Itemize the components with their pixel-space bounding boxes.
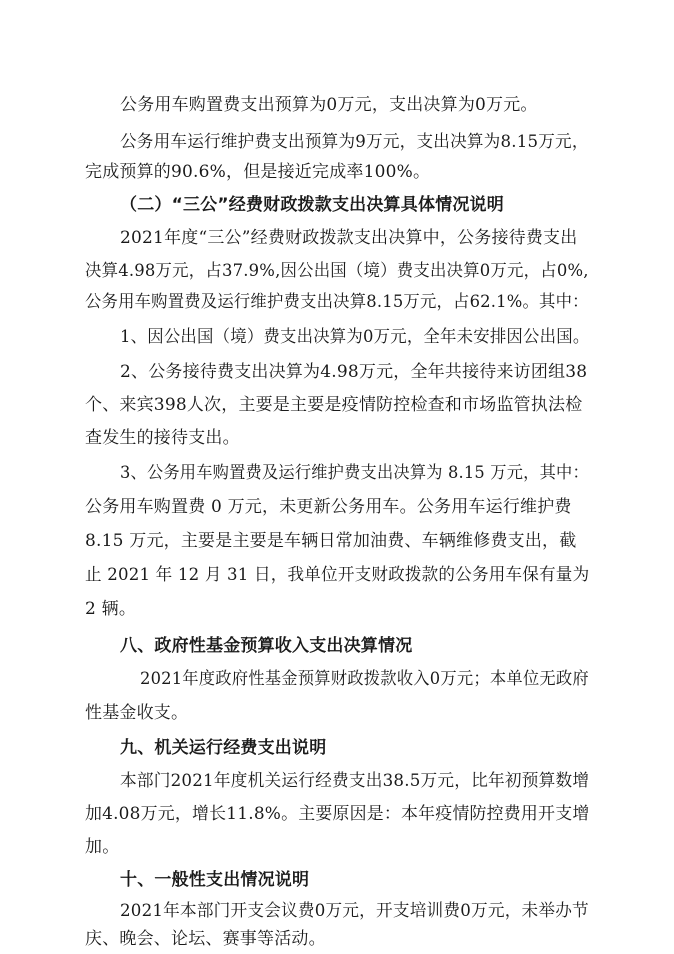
paragraph-line: 3、公务用车购置费及运行维护费支出决算为 8.15 万元，其中： xyxy=(120,463,589,483)
paragraph-line: 公务用车运行维护费支出预算为9万元，支出决算为8.15万元， xyxy=(120,132,589,152)
paragraph-line: 加4.08万元，增长11.8%。主要原因是：本年疫情防控费用开支增 xyxy=(85,804,590,824)
paragraph-line: 庆、晚会、论坛、赛事等活动。 xyxy=(85,929,326,949)
paragraph-line: 1、因公出国（境）费支出决算为0万元，全年未安排因公出国。 xyxy=(120,327,590,347)
paragraph-line: 公务用车购置费支出预算为0万元，支出决算为0万元。 xyxy=(120,95,538,115)
section-heading: 十、一般性支出情况说明 xyxy=(120,870,310,890)
paragraph-line: 2、公务接待费支出决算为4.98万元，全年共接待来访团组38 xyxy=(120,362,588,382)
paragraph-line: 2021年度“三公”经费财政拨款支出决算中，公务接待费支出 xyxy=(120,228,578,248)
paragraph-line: 查发生的接待支出。 xyxy=(85,428,240,448)
paragraph-line: 个、来宾398人次，主要是主要是疫情防控检查和市场监管执法检 xyxy=(85,395,583,415)
paragraph-line: 公务用车购置费 0 万元，未更新公务用车。公务用车运行维护费 xyxy=(85,497,572,517)
paragraph-line: 止 2021 年 12 月 31 日，我单位开支财政拨款的公务用车保有量为 xyxy=(85,565,590,585)
section-heading: 九、机关运行经费支出说明 xyxy=(120,738,327,758)
section-heading: （二）“三公”经费财政拨款支出决算具体情况说明 xyxy=(120,195,504,215)
paragraph-line: 8.15 万元，主要是主要是车辆日常加油费、车辆维修费支出，截 xyxy=(85,531,577,551)
section-heading: 八、政府性基金预算收入支出决算情况 xyxy=(120,636,413,656)
paragraph-line: 2021年本部门开支会议费0万元，开支培训费0万元，未举办节 xyxy=(120,901,589,921)
paragraph-line: 本部门2021年度机关运行经费支出38.5万元，比年初预算数增 xyxy=(120,771,590,791)
paragraph-line: 2 辆。 xyxy=(85,599,137,619)
paragraph-line: 性基金收支。 xyxy=(85,703,189,723)
paragraph-line: 公务用车购置费及运行维护费支出决算8.15万元，占62.1%。其中： xyxy=(85,292,589,312)
paragraph-line: 2021年度政府性基金预算财政拨款收入0万元；本单位无政府 xyxy=(140,669,589,689)
paragraph-line: 加。 xyxy=(85,837,120,857)
paragraph-line: 完成预算的90.6%，但是接近完成率100%。 xyxy=(85,162,431,182)
paragraph-line: 决算4.98万元，占37.9%,因公出国（境）费支出决算0万元，占0%, xyxy=(85,261,589,281)
